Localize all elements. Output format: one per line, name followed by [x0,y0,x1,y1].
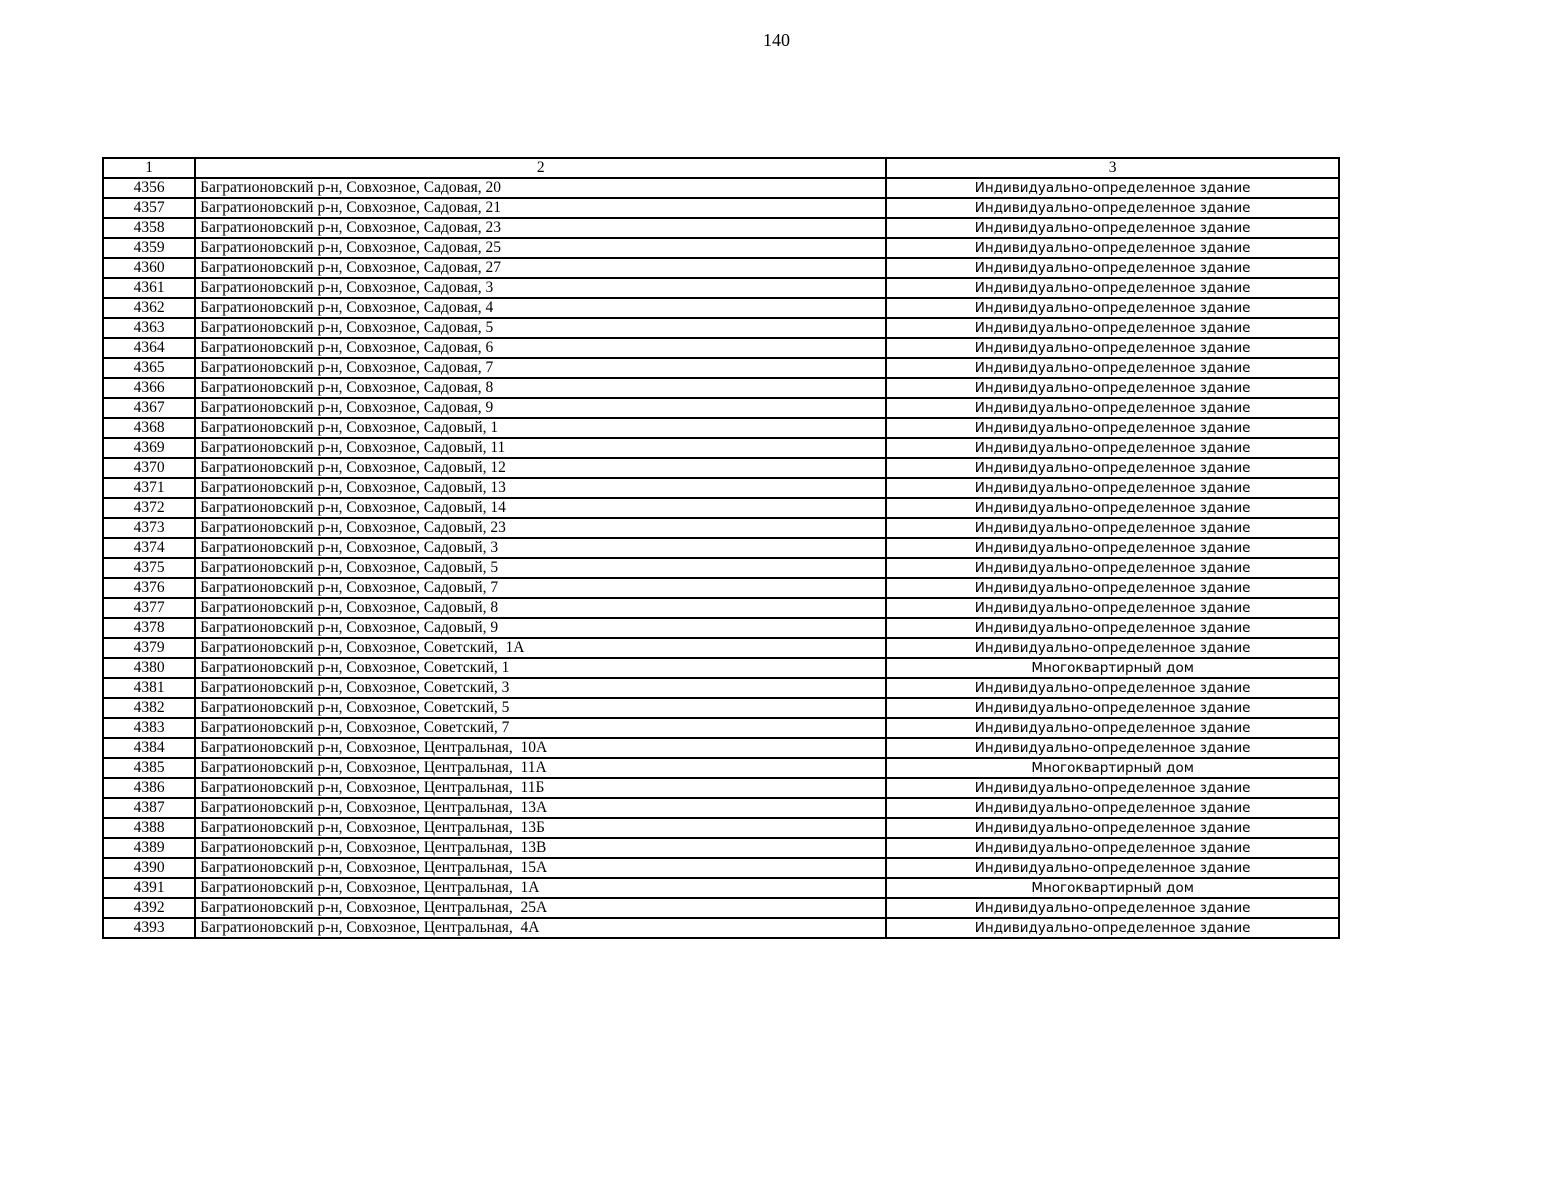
address-cell: Багратионовский р-н, Совхозное, Садовая, 25 [195,238,886,258]
row-number-cell: 4357 [103,198,195,218]
table-row [103,778,1339,798]
address-cell: Багратионовский р-н, Совхозное, Садовая, 20 [195,178,886,198]
table-row [103,398,1339,418]
row-number-cell: 4373 [103,518,195,538]
row-number-cell: 4361 [103,278,195,298]
row-number-cell: 4384 [103,738,195,758]
address-cell: Багратионовский р-н, Совхозное, Садовый, 7 [195,578,886,598]
row-number-cell: 4363 [103,318,195,338]
address-cell: Багратионовский р-н, Совхозное, Садовый, 12 [195,458,886,478]
table-row [103,838,1339,858]
table-row [103,458,1339,478]
building-type-cell [886,618,1339,638]
building-type-cell [886,798,1339,818]
registry-table [102,157,1340,939]
table-row [103,438,1339,458]
building-type-text: Индивидуально-определенное здание [974,300,1251,316]
address-cell: Багратионовский р-н, Совхозное, Советский, 5 [195,698,886,718]
address-cell: Багратионовский р-н, Совхозное, Советский, 3 [195,678,886,698]
row-number-cell: 4372 [103,498,195,518]
row-number-cell: 4385 [103,758,195,778]
address-cell: Багратионовский р-н, Совхозное, Садовый, 1 [195,418,886,438]
address-cell: Багратионовский р-н, Совхозное, Садовый, 5 [195,558,886,578]
building-type-text: Индивидуально-определенное здание [974,500,1251,516]
row-number-cell: 4358 [103,218,195,238]
building-type-cell [886,178,1339,198]
row-number-cell: 4356 [103,178,195,198]
table-row [103,278,1339,298]
table-row [103,598,1339,618]
building-type-cell [886,778,1339,798]
building-type-text: Многоквартирный дом [1031,880,1194,896]
building-type-cell [886,678,1339,698]
table-row [103,858,1339,878]
row-number-cell: 4383 [103,718,195,738]
address-cell: Багратионовский р-н, Совхозное, Садовый, 23 [195,518,886,538]
header-cell-3: 3 [886,158,1339,178]
building-type-text: Индивидуально-определенное здание [974,800,1251,816]
row-number-cell: 4391 [103,878,195,898]
header-cell-2: 2 [195,158,886,178]
building-type-text: Индивидуально-определенное здание [974,280,1251,296]
building-type-cell [886,338,1339,358]
address-cell: Багратионовский р-н, Совхозное, Садовый, 14 [195,498,886,518]
address-cell: Багратионовский р-н, Совхозное, Садовая, 3 [195,278,886,298]
building-type-cell [886,358,1339,378]
row-number-cell: 4379 [103,638,195,658]
table-header [103,158,1339,178]
table-row [103,538,1339,558]
building-type-text: Индивидуально-определенное здание [974,480,1251,496]
building-type-cell [886,418,1339,438]
building-type-text: Индивидуально-определенное здание [974,580,1251,596]
table-row [103,678,1339,698]
table-row [103,558,1339,578]
building-type-cell [886,278,1339,298]
table-row [103,358,1339,378]
building-type-cell [886,758,1339,778]
address-cell: Багратионовский р-н, Совхозное, Центральная, 4А [195,918,886,938]
table-row [103,378,1339,398]
building-type-text: Индивидуально-определенное здание [974,360,1251,376]
table-body [103,178,1339,938]
header-row [103,158,1339,178]
building-type-cell [886,578,1339,598]
building-type-text: Индивидуально-определенное здание [974,860,1251,876]
table-row [103,878,1339,898]
table-row [103,418,1339,438]
building-type-text: Индивидуально-определенное здание [974,460,1251,476]
address-cell: Багратионовский р-н, Совхозное, Советский, 1А [195,638,886,658]
address-cell: Багратионовский р-н, Совхозное, Центральная, 10А [195,738,886,758]
address-cell: Багратионовский р-н, Совхозное, Центральная, 13Б [195,818,886,838]
row-number-cell: 4376 [103,578,195,598]
address-cell: Багратионовский р-н, Совхозное, Садовая, 6 [195,338,886,358]
building-type-cell [886,818,1339,838]
building-type-cell [886,658,1339,678]
row-number-cell: 4386 [103,778,195,798]
building-type-text: Индивидуально-определенное здание [974,740,1251,756]
building-type-cell [886,858,1339,878]
table-row [103,198,1339,218]
row-number-cell: 4362 [103,298,195,318]
building-type-cell [886,478,1339,498]
address-cell: Багратионовский р-н, Совхозное, Садовый, 13 [195,478,886,498]
address-cell: Багратионовский р-н, Совхозное, Садовая, 7 [195,358,886,378]
table-row [103,718,1339,738]
table-row [103,818,1339,838]
building-type-cell [886,498,1339,518]
row-number-cell: 4366 [103,378,195,398]
row-number-cell: 4381 [103,678,195,698]
address-cell: Багратионовский р-н, Совхозное, Садовая, 21 [195,198,886,218]
address-cell: Багратионовский р-н, Совхозное, Центральная, 11А [195,758,886,778]
address-cell: Багратионовский р-н, Совхозное, Центральная, 13А [195,798,886,818]
building-type-text: Индивидуально-определенное здание [974,920,1251,936]
table-row [103,498,1339,518]
row-number-cell: 4377 [103,598,195,618]
row-number-cell: 4387 [103,798,195,818]
building-type-text: Индивидуально-определенное здание [974,820,1251,836]
table-row [103,798,1339,818]
row-number-cell: 4378 [103,618,195,638]
building-type-text: Индивидуально-определенное здание [974,340,1251,356]
row-number-cell: 4375 [103,558,195,578]
row-number-cell: 4369 [103,438,195,458]
table-row [103,918,1339,938]
row-number-cell: 4390 [103,858,195,878]
building-type-cell [886,458,1339,478]
table-row [103,578,1339,598]
building-type-cell [886,438,1339,458]
building-type-text: Многоквартирный дом [1031,760,1194,776]
table-row [103,658,1339,678]
address-cell: Багратионовский р-н, Совхозное, Садовая, 9 [195,398,886,418]
row-number-cell: 4370 [103,458,195,478]
building-type-cell [886,838,1339,858]
address-cell: Багратионовский р-н, Совхозное, Садовая, 4 [195,298,886,318]
building-type-text: Индивидуально-определенное здание [974,780,1251,796]
address-cell: Багратионовский р-н, Совхозное, Советский, 1 [195,658,886,678]
building-type-cell [886,538,1339,558]
table-row [103,338,1339,358]
building-type-cell [886,518,1339,538]
building-type-text: Индивидуально-определенное здание [974,840,1251,856]
table-row [103,478,1339,498]
table-row [103,698,1339,718]
building-type-text: Индивидуально-определенное здание [974,180,1251,196]
building-type-text: Индивидуально-определенное здание [974,560,1251,576]
table-row [103,898,1339,918]
building-type-text: Индивидуально-определенное здание [974,240,1251,256]
row-number-cell: 4360 [103,258,195,278]
building-type-cell [886,378,1339,398]
building-type-text: Индивидуально-определенное здание [974,700,1251,716]
address-cell: Багратионовский р-н, Совхозное, Советский, 7 [195,718,886,738]
address-cell: Багратионовский р-н, Совхозное, Садовый, 11 [195,438,886,458]
table-row [103,638,1339,658]
building-type-cell [886,558,1339,578]
table-row [103,238,1339,258]
row-number-cell: 4388 [103,818,195,838]
row-number-cell: 4359 [103,238,195,258]
building-type-cell [886,718,1339,738]
building-type-text: Индивидуально-определенное здание [974,680,1251,696]
building-type-cell [886,238,1339,258]
building-type-cell [886,318,1339,338]
row-number-cell: 4393 [103,918,195,938]
table-row [103,738,1339,758]
table-row [103,618,1339,638]
address-cell: Багратионовский р-н, Совхозное, Центральная, 11Б [195,778,886,798]
address-cell: Багратионовский р-н, Совхозное, Садовая, 27 [195,258,886,278]
address-cell: Багратионовский р-н, Совхозное, Садовая, 23 [195,218,886,238]
address-cell: Багратионовский р-н, Совхозное, Садовая, 5 [195,318,886,338]
row-number-cell: 4382 [103,698,195,718]
table-row [103,218,1339,238]
table-row [103,298,1339,318]
building-type-cell [886,878,1339,898]
building-type-text: Индивидуально-определенное здание [974,220,1251,236]
page-number: 140 [763,30,790,50]
building-type-cell [886,738,1339,758]
building-type-cell [886,598,1339,618]
building-type-cell [886,698,1339,718]
building-type-cell [886,638,1339,658]
building-type-cell [886,398,1339,418]
building-type-text: Индивидуально-определенное здание [974,400,1251,416]
building-type-text: Индивидуально-определенное здание [974,620,1251,636]
address-cell: Багратионовский р-н, Совхозное, Центральная, 25А [195,898,886,918]
building-type-text: Индивидуально-определенное здание [974,900,1251,916]
table-row [103,258,1339,278]
address-cell: Багратионовский р-н, Совхозное, Садовый, 9 [195,618,886,638]
building-type-cell [886,898,1339,918]
row-number-cell: 4368 [103,418,195,438]
table-row [103,318,1339,338]
building-type-text: Многоквартирный дом [1031,660,1194,676]
address-cell: Багратионовский р-н, Совхозное, Садовый, 3 [195,538,886,558]
building-type-text: Индивидуально-определенное здание [974,260,1251,276]
address-cell: Багратионовский р-н, Совхозное, Центральная, 13В [195,838,886,858]
building-type-text: Индивидуально-определенное здание [974,420,1251,436]
table-row [103,758,1339,778]
row-number-cell: 4389 [103,838,195,858]
building-type-text: Индивидуально-определенное здание [974,520,1251,536]
row-number-cell: 4371 [103,478,195,498]
building-type-text: Индивидуально-определенное здание [974,720,1251,736]
row-number-cell: 4365 [103,358,195,378]
building-type-text: Индивидуально-определенное здание [974,440,1251,456]
row-number-cell: 4367 [103,398,195,418]
building-type-cell [886,258,1339,278]
row-number-cell: 4392 [103,898,195,918]
building-type-text: Индивидуально-определенное здание [974,600,1251,616]
address-cell: Багратионовский р-н, Совхозное, Центральная, 1А [195,878,886,898]
building-type-text: Индивидуально-определенное здание [974,380,1251,396]
address-cell: Багратионовский р-н, Совхозное, Садовая, 8 [195,378,886,398]
building-type-text: Индивидуально-определенное здание [974,540,1251,556]
building-type-text: Индивидуально-определенное здание [974,200,1251,216]
building-type-cell [886,198,1339,218]
building-type-cell [886,218,1339,238]
address-cell: Багратионовский р-н, Совхозное, Центральная, 15А [195,858,886,878]
row-number-cell: 4380 [103,658,195,678]
building-type-cell [886,918,1339,938]
row-number-cell: 4374 [103,538,195,558]
table-row [103,178,1339,198]
table-row [103,518,1339,538]
building-type-text: Индивидуально-определенное здание [974,320,1251,336]
building-type-text: Индивидуально-определенное здание [974,640,1251,656]
header-cell-1: 1 [103,158,195,178]
row-number-cell: 4364 [103,338,195,358]
building-type-cell [886,298,1339,318]
address-cell: Багратионовский р-н, Совхозное, Садовый, 8 [195,598,886,618]
